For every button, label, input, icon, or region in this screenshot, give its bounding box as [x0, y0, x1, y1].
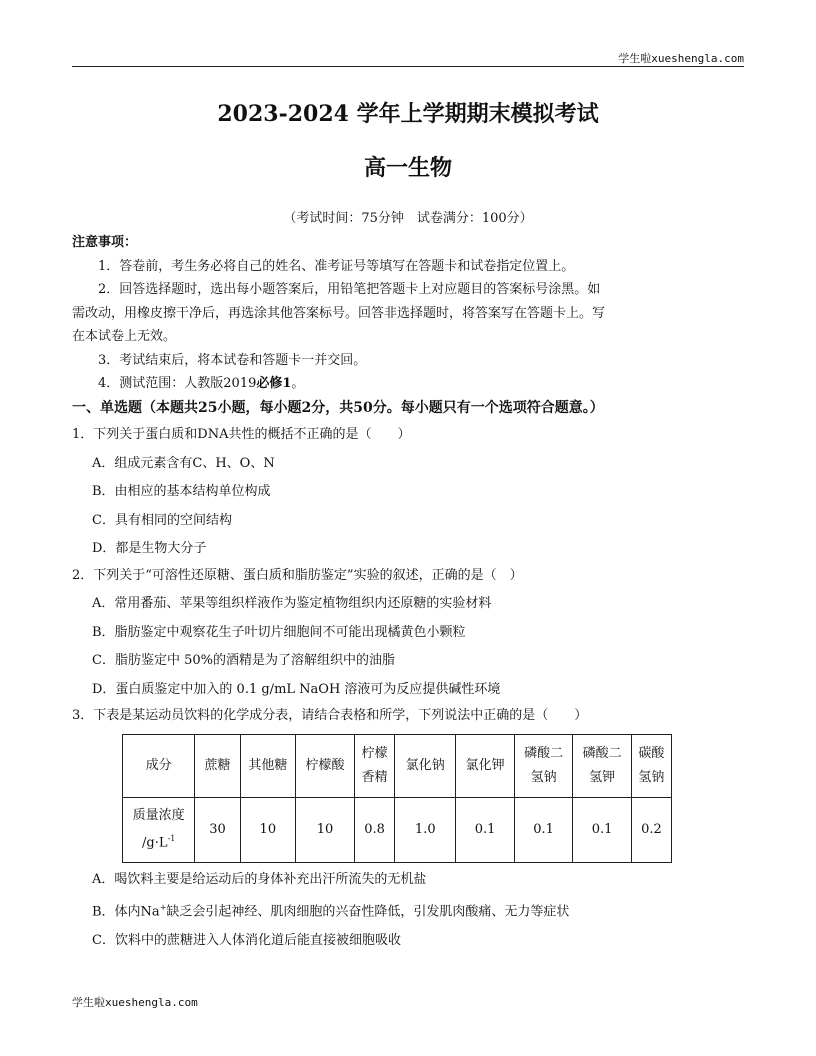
exam-title: 2023-2024 学年上学期期末模拟考试	[217, 101, 599, 127]
table-cell: 0.1	[456, 797, 514, 862]
question-3-option-b-text: B．体内Na	[92, 904, 160, 920]
table-row-label-line1: 质量浓度	[132, 807, 185, 823]
table-row-label-line2	[127, 827, 190, 855]
table-cell: 0.8	[355, 797, 395, 862]
question-2-option-a: A．常用番茄、苹果等组织样液作为鉴定植物组织内还原糖的实验材料	[92, 596, 492, 611]
table-header-line1: 碳酸	[638, 746, 665, 761]
exam-info: （考试时间：75分钟 试卷满分：100分）	[283, 211, 533, 226]
notice-title: 注意事项：	[72, 235, 138, 250]
question-3-option-b-rest: 缺乏会引起神经、肌肉细胞的兴奋性降低，引发肌肉酸痛、无力等症状	[166, 904, 570, 920]
table-cell: 1.0	[395, 797, 456, 862]
notice-item-2-cont: 需改动，用橡皮擦干净后，再选涂其他答案标号。回答非选择题时，将答案写在答题卡上。写	[72, 305, 606, 321]
header-site-name: 学生啦xueshengla.com	[618, 52, 744, 65]
table-header-label: 成分	[123, 734, 195, 797]
table-value-row	[123, 797, 672, 862]
question-3-option-a: A．喝饮料主要是给运动后的身体补充出汗所流失的无机盐	[92, 871, 427, 887]
question-1-option-c: C．具有相同的空间结构	[92, 512, 232, 528]
notice-item-3: 3．考试结束后，将本试卷和答题卡一并交回。	[98, 352, 367, 368]
table-header-cell	[395, 734, 456, 797]
table-header-line1: 蔗糖	[204, 757, 231, 773]
question-2-option-d: D．蛋白质鉴定中加入的 0.1 g/mL NaOH 溶液可为反应提供碱性环境	[92, 681, 501, 697]
table-cell: 0.1	[514, 797, 572, 862]
composition-table	[122, 734, 672, 863]
table-header-row	[123, 734, 672, 797]
table-header-cell	[195, 734, 240, 797]
question-2-stem: 2．下列关于“可溶性还原糖、蛋白质和脂肪鉴定”实验的叙述，正确的是（ ）	[72, 567, 523, 583]
table-header-cell	[573, 734, 631, 797]
question-2-option-b: B．脂肪鉴定中观察花生子叶切片细胞间不可能出现橘黄色小颗粒	[92, 624, 466, 640]
table-header-line1: 氯化钠	[405, 757, 445, 773]
header-divider	[72, 66, 744, 67]
notice-item-2: 2．回答选择题时，选出每小题答案后，用铅笔把答题卡上对应题目的答案标号涂黑。如	[98, 282, 601, 297]
table-cell: 10	[240, 797, 295, 862]
table-header-cell	[240, 734, 295, 797]
notice-item-2-cont2: 在本试卷上无效。	[72, 329, 177, 344]
question-3-stem: 3．下表是某运动员饮料的化学成分表，请结合表格和所学，下列说法中正确的是（ ）	[72, 708, 588, 723]
table-header-line2: 氢钠	[638, 769, 665, 785]
question-3-option-b	[72, 896, 672, 924]
table-cell: 10	[296, 797, 355, 862]
question-1-option-a: A．组成元素含有C、H、O、N	[92, 455, 275, 471]
section-1-title: 一、单选题（本题共25小题，每小题2分，共50分。每小题只有一个选项符合题意。）	[72, 399, 604, 416]
table-cell: 0.1	[573, 797, 631, 862]
question-1-option-b: B．由相应的基本结构单位构成	[92, 484, 271, 499]
table-row-label	[123, 797, 195, 862]
table-header-line2: 氢钾	[589, 769, 616, 785]
notice-item-4-text: 4．测试范围：人教版2019	[98, 376, 257, 391]
exam-content	[72, 231, 672, 952]
table-header-line1: 氯化钾	[465, 757, 505, 773]
footer-site-name: 学生啦xueshengla.com	[72, 996, 198, 1009]
table-header-line1: 柠檬酸	[305, 757, 345, 773]
table-cell: 0.2	[631, 797, 671, 862]
question-2-option-c: C．脂肪鉴定中 50%的酒精是为了溶解组织中的油脂	[92, 653, 395, 668]
notice-item-1: 1．答卷前，考生务必将自己的姓名、准考证号等填写在答题卡和试卷指定位置上。	[98, 258, 575, 274]
question-1-stem: 1．下列关于蛋白质和DNA共性的概括不正确的是（ ）	[72, 427, 411, 442]
notice-item-4-end: 。	[291, 376, 305, 391]
notice-item-4	[72, 372, 672, 396]
question-3-option-c: C．饮料中的蔗糖进入人体消化道后能直接被细胞吸收	[92, 932, 401, 948]
table-header-cell	[355, 734, 395, 797]
table-header-cell	[456, 734, 514, 797]
table-header-line1: 柠檬	[361, 746, 388, 761]
question-1-option-d: D．都是生物大分子	[92, 541, 207, 556]
table-header-cell	[514, 734, 572, 797]
table-header-line2: 香精	[361, 769, 388, 785]
table-header-line1: 其他糖	[248, 757, 288, 773]
table-header-line1: 磷酸二	[524, 746, 564, 761]
table-header-line1: 磷酸二	[582, 746, 622, 761]
table-row-unit-sup: -1	[167, 834, 176, 844]
table-header-cell	[631, 734, 671, 797]
table-header-line2: 氢钠	[530, 769, 557, 785]
table-row-unit: /g·L	[142, 835, 168, 851]
exam-subject: 高一生物	[363, 155, 452, 181]
question-3-option-b-sup: +	[159, 903, 167, 912]
table-cell: 30	[195, 797, 240, 862]
notice-item-4-bold: 必修1	[256, 376, 292, 391]
table-header-cell	[296, 734, 355, 797]
